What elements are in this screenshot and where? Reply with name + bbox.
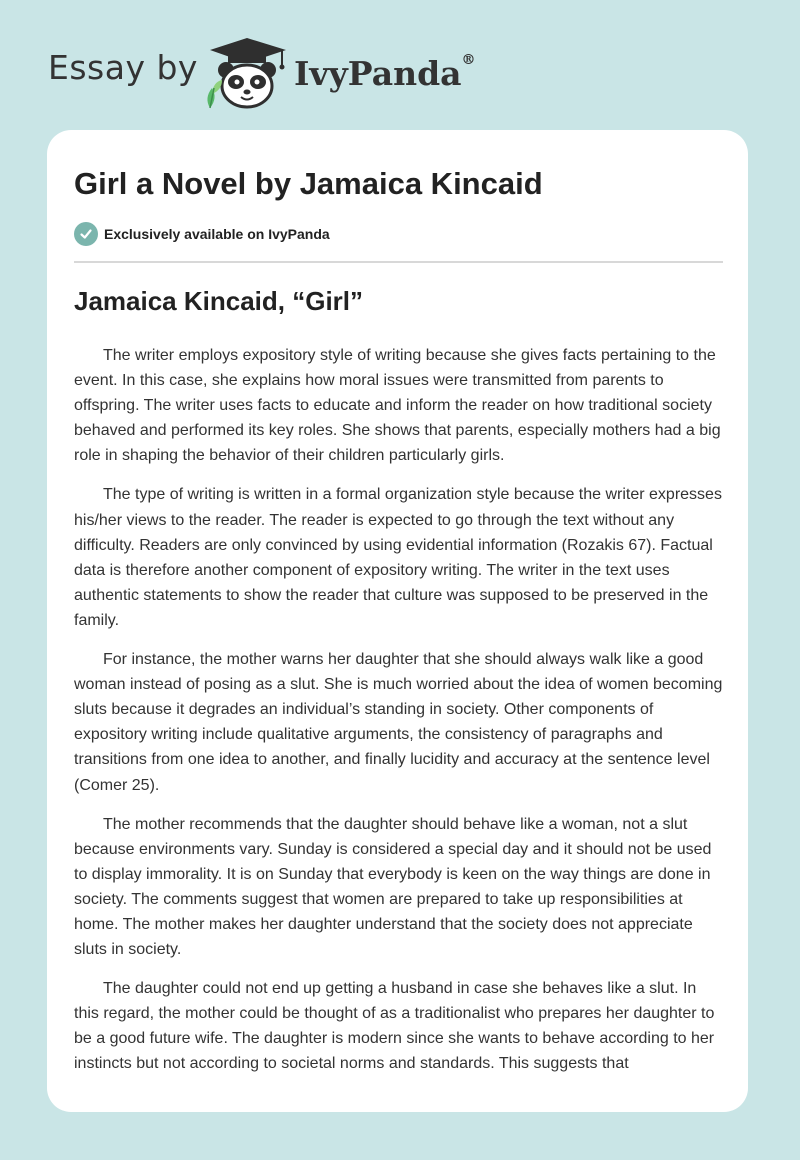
page-title: Girl a Novel by Jamaica Kincaid: [74, 166, 543, 201]
paragraph: The type of writing is written in a formal organization style because the writer expresses his/her views to the reader. The reader is expected to go through the text without any difficulty. Readers are only convinced by using evidential information (Rozakis 67). Factual data is therefore another component of expository writing. The writer in the text uses authentic statements to show the reader that culture was supposed to be preserved in the family.: [74, 486, 722, 629]
brand-text: IvyPanda: [294, 54, 462, 93]
registered-mark: ®: [461, 52, 476, 68]
essay-by-label: Essay by: [48, 48, 198, 87]
paragraph: The writer employs expository style of writing because she gives facts pertaining to the event. In this case, she explains how moral issues were transmitted from parents to offspring. The writer uses facts to educate and inform the reader on how traditional society behaved and performed its key roles. She shows that parents, especially mothers had a big role in shaping the behavior of their children particularly girls.: [74, 347, 721, 465]
paragraph: The daughter could not end up getting a husband in case she behaves like a slut. In this regard, the mother could be thought of as a traditionalist who prepares her daughter to be a good future wife. The daughter is modern since she wants to behave according to her instincts but not according to societal norms and standards. This suggests that: [74, 980, 715, 1073]
exclusive-badge: [74, 222, 330, 246]
paragraph: For instance, the mother warns her daughter that she should always walk like a good woman instead of posing as a slut. She is much worried about the idea of women becoming sluts because it degrades an individual’s standing in society. Other components of expository writing include qualitative arguments, the consistency of paragraphs and transitions from one idea to another, and finally lucidity and accuracy at the sentence level (Comer 25).: [74, 651, 723, 794]
divider: [74, 261, 723, 263]
brand-name[interactable]: [294, 54, 476, 93]
article-body: [74, 343, 724, 1091]
section-heading: Jamaica Kincaid, “Girl”: [74, 286, 364, 316]
article-card: [47, 130, 748, 1112]
site-header: [0, 0, 800, 130]
check-circle-icon: [74, 222, 98, 246]
panda-graduate-icon[interactable]: [202, 36, 292, 110]
badge-label: Exclusively available on IvyPanda: [104, 226, 330, 242]
paragraph: The mother recommends that the daughter should behave like a woman, not a slut because environments vary. Sunday is considered a special day and it should not be used to display immorality. It is on Sunday that everybody is keen on the way things are done in society. The comments suggest that women are prepared to take up responsibilities at home. The mother makes her daughter understand that the society does not appreciate sluts in society.: [74, 815, 712, 959]
